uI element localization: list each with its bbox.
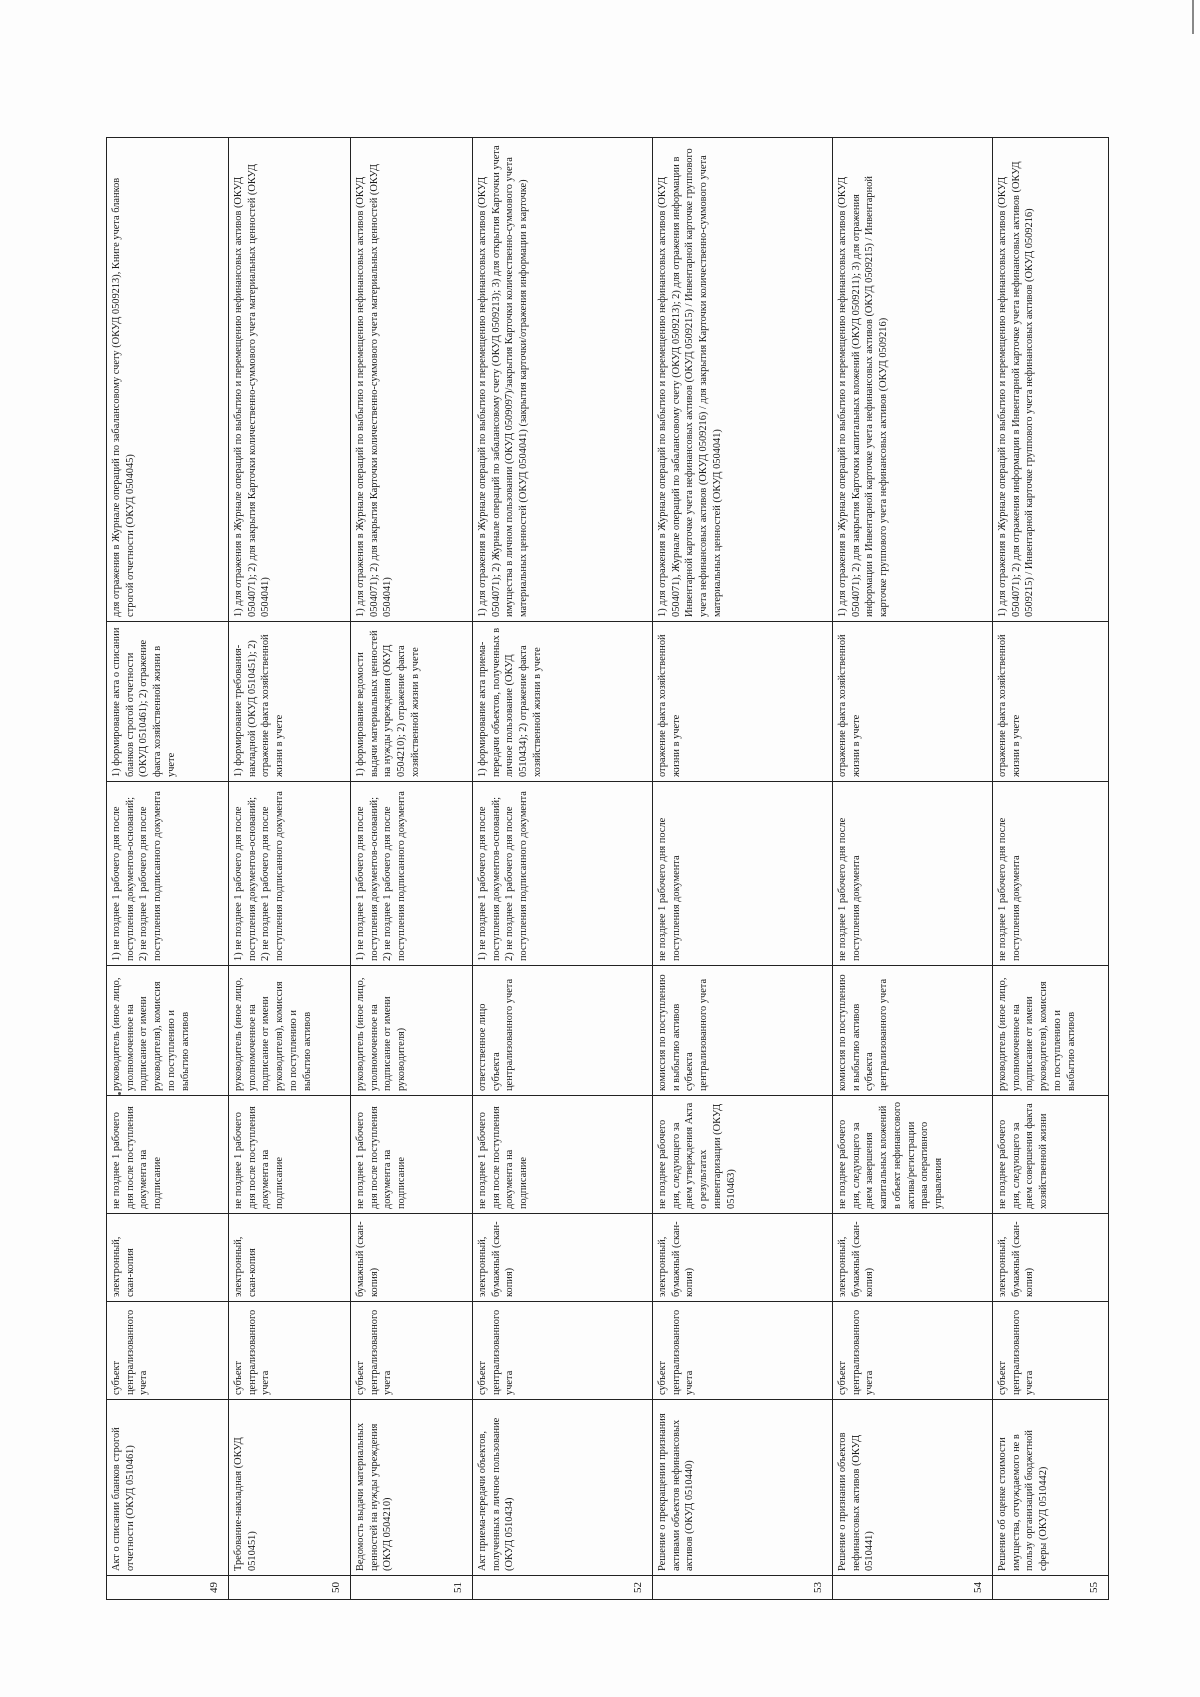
deadline-cell: не позднее 1 рабочего дня после поступления документа на подписание [229,1096,351,1214]
table-row [993,138,1109,1600]
creator-cell: субъект централизованного учета [993,1302,1109,1400]
document-name-cell: Решение об оценке стоимости имущества, отчуждаемого не в пользу организаций бюджетной сферы (ОКУД 0510442) [993,1400,1109,1576]
registers-cell: 1) для отражения в Журнале операций по выбытию и перемещению нефинансовых активов (ОКУД 0504071); 2) для отражения информации в Инвентарной карточке учета нефинансовых активов (ОКУД 0509215) / Инвентарной карточке группового учета нефинансовых активов (ОКУД 0509216) [993,138,1109,622]
scan-edge-mark [1192,0,1194,34]
document-name-cell: Решение о признании объектов нефинансовых активов (ОКУД 0510441) [833,1400,993,1576]
transfer-deadline-cell: 1) не позднее 1 рабочего дня после поступления документов-оснований; 2) не позднее 1 рабочего дня после поступления подписанного документа [229,782,351,966]
signer-cell: руководитель (иное лицо, уполномоченное на подписание от имени руководителя) [351,966,473,1096]
deadline-cell: не позднее рабочего дня, следующего за днем утверждения Акта о результатах инвентаризации (ОКУД 0510463) [653,1096,833,1214]
creator-cell: субъект централизованного учета [351,1302,473,1400]
registers-cell: 1) для отражения в Журнале операций по выбытию и перемещению нефинансовых активов (ОКУД 0504071); 2) для закрытия Карточки капитальных вложений (ОКУД 0509211); 3) для отражения информации в Инвентарной карточке учета нефинансовых активов (ОКУД 0509215) / Инвентарной карточке группового учета нефинансовых активов (ОКУД 0509216) [833,138,993,622]
registers-cell: 1) для отражения в Журнале операций по выбытию и перемещению нефинансовых активов (ОКУД 0504071); 2) для закрытия Карточки количественно-суммового учета материальных ценностей (ОКУД 0504041) [351,138,473,622]
transfer-deadline-cell: не позднее 1 рабочего дня после поступления документа [833,782,993,966]
document-name-cell: Ведомость выдачи материальных ценностей на нужды учреждения (ОКУД 0504210) [351,1400,473,1576]
deadline-cell: не позднее 1 рабочего дня после поступления документа на подписание [473,1096,653,1214]
purpose-cell: 1) формирование акта приема-передачи объектов, полученных в личное пользование (ОКУД 0510434); 2) отражение факта хозяйственной жизни в учете [473,622,653,782]
creator-cell: субъект централизованного учета [653,1302,833,1400]
creator-cell: субъект централизованного учета [473,1302,653,1400]
purpose-cell: 1) формирование требования-накладной (ОКУД 0510451); 2) отражение факта хозяйственной жизни в учете [229,622,351,782]
format-cell: электронный, скан-копия [107,1214,229,1302]
format-cell: электронный, бумажный (скан-копия) [833,1214,993,1302]
deadline-cell: не позднее 1 рабочего дня после поступления документа на подписание [107,1096,229,1214]
creator-cell: субъект централизованного учета [833,1302,993,1400]
signer-cell: руководитель (иное лицо, уполномоченное на подписание от имени руководителя), комиссия по поступлению и выбытию активов [229,966,351,1096]
purpose-cell: 1) формирование акта о списании бланков строгой отчетности (ОКУД 0510461); 2) отражение факта хозяйственной жизни в учете [107,622,229,782]
row-number: 54 [833,1576,993,1600]
row-number: 49 [107,1576,229,1600]
creator-cell: субъект централизованного учета [229,1302,351,1400]
table-row [351,138,473,1600]
purpose-cell: отражение факта хозяйственной жизни в учете [993,622,1109,782]
format-cell: электронный, скан-копия [229,1214,351,1302]
table-row [653,138,833,1600]
deadline-cell: не позднее рабочего дня, следующего за днем совершения факта хозяйственной жизни [993,1096,1109,1214]
row-number: 51 [351,1576,473,1600]
document-flow-table [106,137,1109,1600]
registers-cell: 1) для отражения в Журнале операций по выбытию и перемещению нефинансовых активов (ОКУД 0504071); 2) для закрытия Карточки количественно-суммового учета материальных ценностей (ОКУД 0504041) [229,138,351,622]
transfer-deadline-cell: 1) не позднее 1 рабочего дня после поступления документов-оснований; 2) не позднее 1 рабочего дня после поступления подписанного документа [351,782,473,966]
creator-cell: субъект централизованного учета [107,1302,229,1400]
purpose-cell: 1) формирование ведомости выдачи материальных ценностей на нужды учреждения (ОКУД 0504210); 2) отражение факта хозяйственной жизни в учете [351,622,473,782]
registers-cell: 1) для отражения в Журнале операций по выбытию и перемещению нефинансовых активов (ОКУД 0504071); 2) Журнале операций по забалансовому счету (ОКУД 0509213); 3) для открытия Карточки учета имущества в личном пользовании (ОКУД 0509097)/закрытия Карточки количественно-суммового учета материальных ценностей (ОКУД 0504041) (закрытия карточки/отражения информации в карточке) [473,138,653,622]
purpose-cell: отражение факта хозяйственной жизни в учете [653,622,833,782]
transfer-deadline-cell: 1) не позднее 1 рабочего дня после поступления документов-оснований; 2) не позднее 1 рабочего дня после поступления подписанного документа [107,782,229,966]
signer-cell: ответственное лицо субъекта централизованного учета [473,966,653,1096]
row-number: 50 [229,1576,351,1600]
transfer-deadline-cell: 1) не позднее 1 рабочего дня после поступления документов-оснований; 2) не позднее 1 рабочего дня после поступления подписанного документа [473,782,653,966]
document-name-cell: Решение о прекращении признания активами объектов нефинансовых активов (ОКУД 0510440) [653,1400,833,1576]
format-cell: электронный, бумажный (скан-копия) [653,1214,833,1302]
table-row [473,138,653,1600]
registers-cell: для отражения в Журнале операций по забалансовому счету (ОКУД 0509213), Книге учета бланков строгой отчетности (ОКУД 0504045) [107,138,229,622]
deadline-cell: не позднее рабочего дня, следующего за днем завершения капитальных вложений в объект нефинансового актива/регистрации права оперативного управления [833,1096,993,1214]
table-row [229,138,351,1600]
document-name-cell: Акт о списании бланков строгой отчетности (ОКУД 0510461) [107,1400,229,1576]
row-number: 53 [653,1576,833,1600]
signer-cell: руководитель (иное лицо, уполномоченное на подписание от имени руководителя), комиссия по поступлению и выбытию активов [993,966,1109,1096]
signer-cell: комиссия по поступлению и выбытию активов субъекта централизованного учета [833,966,993,1096]
document-name-cell: Требование-накладная (ОКУД 0510451) [229,1400,351,1576]
format-cell: электронный, бумажный (скан-копия) [993,1214,1109,1302]
table-row [833,138,993,1600]
transfer-deadline-cell: не позднее 1 рабочего дня после поступления документа [653,782,833,966]
signer-cell: руководитель (иное лицо, уполномоченное на подписание от имени руководителя), комиссия по поступлению и выбытию активов [107,966,229,1096]
registers-cell: 1) для отражения в Журнале операций по выбытию и перемещению нефинансовых активов (ОКУД 0504071), Журнале операций по забалансовому счету (ОКУД 0509213); 2) для отражения информации в Инвентарной карточке учета нефинансовых активов (ОКУД 0509215) / Инвентарной карточке группового учета нефинансовых активов (ОКУД 0509216) / для закрытия Карточки количественно-суммового учета материальных ценностей (ОКУД 0504041) [653,138,833,622]
deadline-cell: не позднее 1 рабочего дня после поступления документа на подписание [351,1096,473,1214]
document-name-cell: Акт приема-передачи объектов, полученных в личное пользование (ОКУД 0510434) [473,1400,653,1576]
transfer-deadline-cell: не позднее 1 рабочего дня после поступления документа [993,782,1109,966]
rotated-table-container [106,138,1101,1600]
row-number: 52 [473,1576,653,1600]
format-cell: электронный, бумажный (скан-копия) [473,1214,653,1302]
table-row [107,138,229,1600]
format-cell: бумажный (скан-копия) [351,1214,473,1302]
purpose-cell: отражение факта хозяйственной жизни в учете [833,622,993,782]
row-number: 55 [993,1576,1109,1600]
signer-cell: комиссия по поступлению и выбытию активов субъекта централизованного учета [653,966,833,1096]
